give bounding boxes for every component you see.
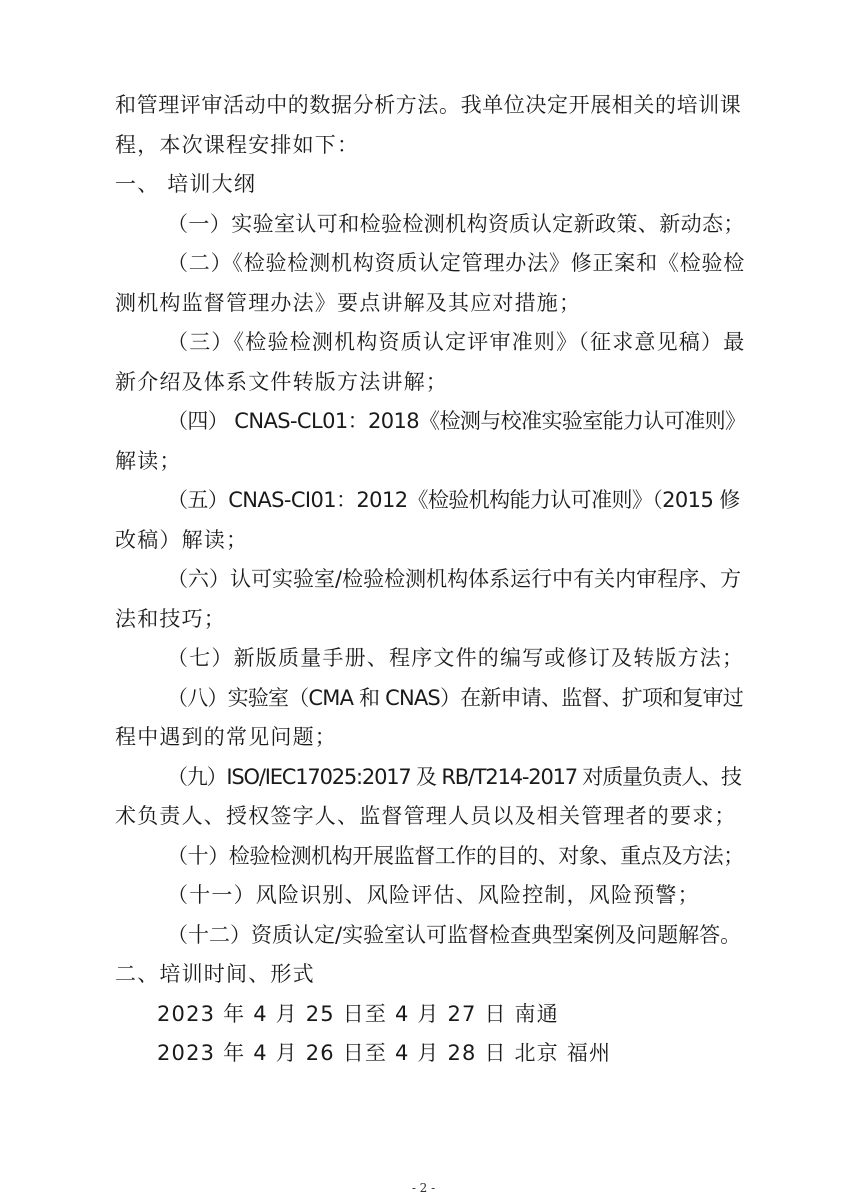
outline-item-3: （三）《检验检测机构资质认定评审准则》（征求意见稿）最: [167, 330, 746, 354]
outline-item-6: （六）认可实验室/检验检测机构体系运行中有关内审程序、方: [167, 567, 742, 591]
outline-item-2: （二）《检验检测机构资质认定管理办法》修正案和《检验检: [167, 251, 746, 275]
outline-item-8: （八）实验室（CMA 和 CNAS）在新申请、监督、扩项和复审过: [167, 685, 743, 710]
outline-item-5-continued: 改稿）解读；: [115, 527, 249, 552]
outline-item-8-continued: 程中遇到的常见问题；: [115, 725, 337, 749]
outline-item-11: （十一）风险识别、风险评估、风险控制，风险预警；: [167, 883, 700, 907]
outline-item-10: （十）检验检测机构开展监督工作的目的、对象、重点及方法；: [167, 843, 744, 868]
page-number: - 2 -: [411, 1181, 436, 1195]
outline-item-9-continued: 术负责人、授权签字人、监督管理人员以及相关管理者的要求；: [115, 804, 737, 828]
outline-item-5: （五）CNAS-CI01：2012《检验机构能力认可准则》（2015 修: [167, 488, 740, 512]
outline-item-4: （四） CNAS-CL01：2018《检测与校准实验室能力认可准则》: [167, 409, 746, 433]
section-heading-outline: 一、 培训大纲: [115, 172, 257, 196]
section-heading-schedule: 二、培训时间、形式: [115, 962, 315, 986]
outline-item-9: （九）ISO/IEC17025:2017 及 RB/T214-2017 对质量负责人、技: [167, 764, 741, 789]
outline-item-3-continued: 新介绍及体系文件转版方法讲解；: [115, 369, 448, 394]
outline-item-4-continued: 解读；: [115, 448, 182, 473]
outline-item-7: （七）新版质量手册、程序文件的编写或修订及转版方法；: [167, 646, 745, 670]
outline-item-12: （十二）资质认定/实验室认可监督检查典型案例及问题解答。: [167, 922, 742, 947]
schedule-item-2: 2023 年 4 月 26 日至 4 月 28 日 北京 福州: [157, 1041, 612, 1065]
outline-item-1: （一）实验室认可和检验检测机构资质认定新政策、新动态；: [167, 211, 745, 236]
paragraph-line: 和管理评审活动中的数据分析方法。我单位决定开展相关的培训课: [115, 93, 742, 117]
outline-item-2-continued: 测机构监督管理办法》要点讲解及其应对措施；: [115, 290, 582, 315]
document-body: [115, 86, 746, 1074]
paragraph-line: 程，本次课程安排如下：: [115, 132, 360, 157]
schedule-item-1: 2023 年 4 月 25 日至 4 月 27 日 南通: [157, 1001, 559, 1026]
outline-item-6-continued: 法和技巧；: [115, 606, 226, 631]
